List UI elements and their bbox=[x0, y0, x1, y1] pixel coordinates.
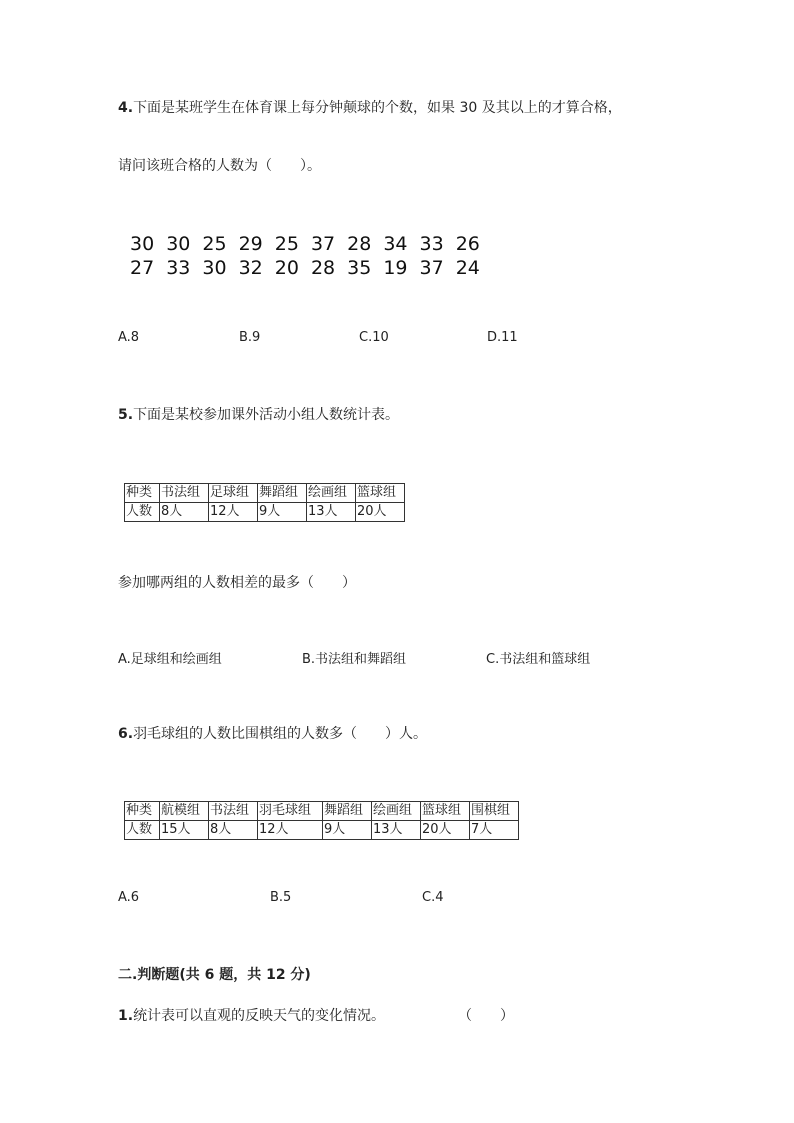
table-cell: 人数 bbox=[125, 503, 160, 522]
q6-text: 羽毛球组的人数比围棋组的人数多（ ）人。 bbox=[133, 726, 428, 742]
q4-option-c[interactable]: C.10 bbox=[359, 330, 389, 345]
judge-1-text: 统计表可以直观的反映天气的变化情况。 bbox=[133, 1008, 386, 1024]
table-cell: 12人 bbox=[209, 503, 258, 522]
q5-stat-table bbox=[124, 483, 405, 522]
table-cell: 书法组 bbox=[160, 484, 209, 503]
table-row bbox=[125, 802, 519, 821]
q4-value: 30 bbox=[202, 257, 227, 279]
q6-option-c[interactable]: C.4 bbox=[422, 890, 444, 905]
q4-line1 bbox=[118, 97, 622, 117]
q6-stat-table bbox=[124, 801, 519, 840]
judge-1-blank[interactable]: （ ） bbox=[458, 1008, 514, 1024]
table-cell: 15人 bbox=[160, 821, 209, 840]
q4-value: 27 bbox=[130, 257, 155, 279]
q4-value: 33 bbox=[419, 233, 444, 255]
q4-text-line1: 下面是某班学生在体育课上每分钟颠球的个数，如果 30 及其以上的才算合格， bbox=[133, 100, 622, 116]
table-row bbox=[125, 484, 405, 503]
q4-value: 25 bbox=[274, 233, 299, 255]
q4-value: 29 bbox=[238, 233, 263, 255]
q5-option-b[interactable]: B.书法组和舞蹈组 bbox=[302, 652, 407, 667]
table-cell: 舞蹈组 bbox=[323, 802, 372, 821]
q4-value: 35 bbox=[347, 257, 372, 279]
q4-value: 32 bbox=[238, 257, 263, 279]
q4-number-row-2 bbox=[124, 257, 486, 279]
q4-value: 34 bbox=[383, 233, 408, 255]
table-cell: 13人 bbox=[372, 821, 421, 840]
q4-value: 30 bbox=[130, 233, 155, 255]
table-cell: 种类 bbox=[125, 484, 160, 503]
q4-value: 25 bbox=[202, 233, 227, 255]
table-cell: 人数 bbox=[125, 821, 160, 840]
table-cell: 羽毛球组 bbox=[258, 802, 323, 821]
q5-question: 参加哪两组的人数相差的最多（ ） bbox=[118, 575, 356, 591]
table-cell: 7人 bbox=[470, 821, 519, 840]
q4-text-line2: 请问该班合格的人数为（ ）。 bbox=[118, 158, 321, 174]
q4-value: 33 bbox=[166, 257, 191, 279]
section-title: 二.判断题(共 6 题，共 12 分) bbox=[118, 967, 311, 983]
table-cell: 8人 bbox=[160, 503, 209, 522]
table-cell: 12人 bbox=[258, 821, 323, 840]
table-cell: 20人 bbox=[356, 503, 405, 522]
table-cell: 篮球组 bbox=[356, 484, 405, 503]
q4-value: 26 bbox=[455, 233, 480, 255]
table-cell: 9人 bbox=[323, 821, 372, 840]
q4-value: 19 bbox=[383, 257, 408, 279]
q4-value: 24 bbox=[455, 257, 480, 279]
q4-value: 37 bbox=[310, 233, 336, 255]
table-cell: 足球组 bbox=[209, 484, 258, 503]
table-cell: 书法组 bbox=[209, 802, 258, 821]
table-cell: 绘画组 bbox=[372, 802, 421, 821]
q4-value: 28 bbox=[310, 257, 336, 279]
table-cell: 种类 bbox=[125, 802, 160, 821]
q4-number: 4. bbox=[118, 100, 134, 116]
table-cell: 航模组 bbox=[160, 802, 209, 821]
q5-option-a[interactable]: A.足球组和绘画组 bbox=[118, 652, 222, 667]
q6-line bbox=[118, 723, 427, 743]
q4-value: 20 bbox=[274, 257, 299, 279]
q5-number: 5. bbox=[118, 407, 134, 423]
table-cell: 8人 bbox=[209, 821, 258, 840]
q4-option-a[interactable]: A.8 bbox=[118, 330, 140, 345]
table-cell: 9人 bbox=[258, 503, 307, 522]
q5-line bbox=[118, 404, 399, 424]
q4-number-row-1 bbox=[124, 233, 486, 255]
judge-1-line bbox=[118, 1005, 385, 1025]
table-cell: 舞蹈组 bbox=[258, 484, 307, 503]
table-row bbox=[125, 821, 519, 840]
q4-option-b[interactable]: B.9 bbox=[239, 330, 261, 345]
q6-number: 6. bbox=[118, 726, 134, 742]
judge-1-number: 1. bbox=[118, 1008, 134, 1024]
q4-value: 30 bbox=[166, 233, 191, 255]
table-cell: 20人 bbox=[421, 821, 470, 840]
table-cell: 围棋组 bbox=[470, 802, 519, 821]
q5-text: 下面是某校参加课外活动小组人数统计表。 bbox=[133, 407, 400, 423]
q4-value: 37 bbox=[419, 257, 444, 279]
q5-option-c[interactable]: C.书法组和篮球组 bbox=[486, 652, 591, 667]
q4-value: 28 bbox=[347, 233, 372, 255]
q4-option-d[interactable]: D.11 bbox=[487, 330, 518, 345]
table-row bbox=[125, 503, 405, 522]
table-cell: 绘画组 bbox=[307, 484, 356, 503]
q6-option-b[interactable]: B.5 bbox=[270, 890, 292, 905]
q6-option-a[interactable]: A.6 bbox=[118, 890, 140, 905]
table-cell: 篮球组 bbox=[421, 802, 470, 821]
table-cell: 13人 bbox=[307, 503, 356, 522]
